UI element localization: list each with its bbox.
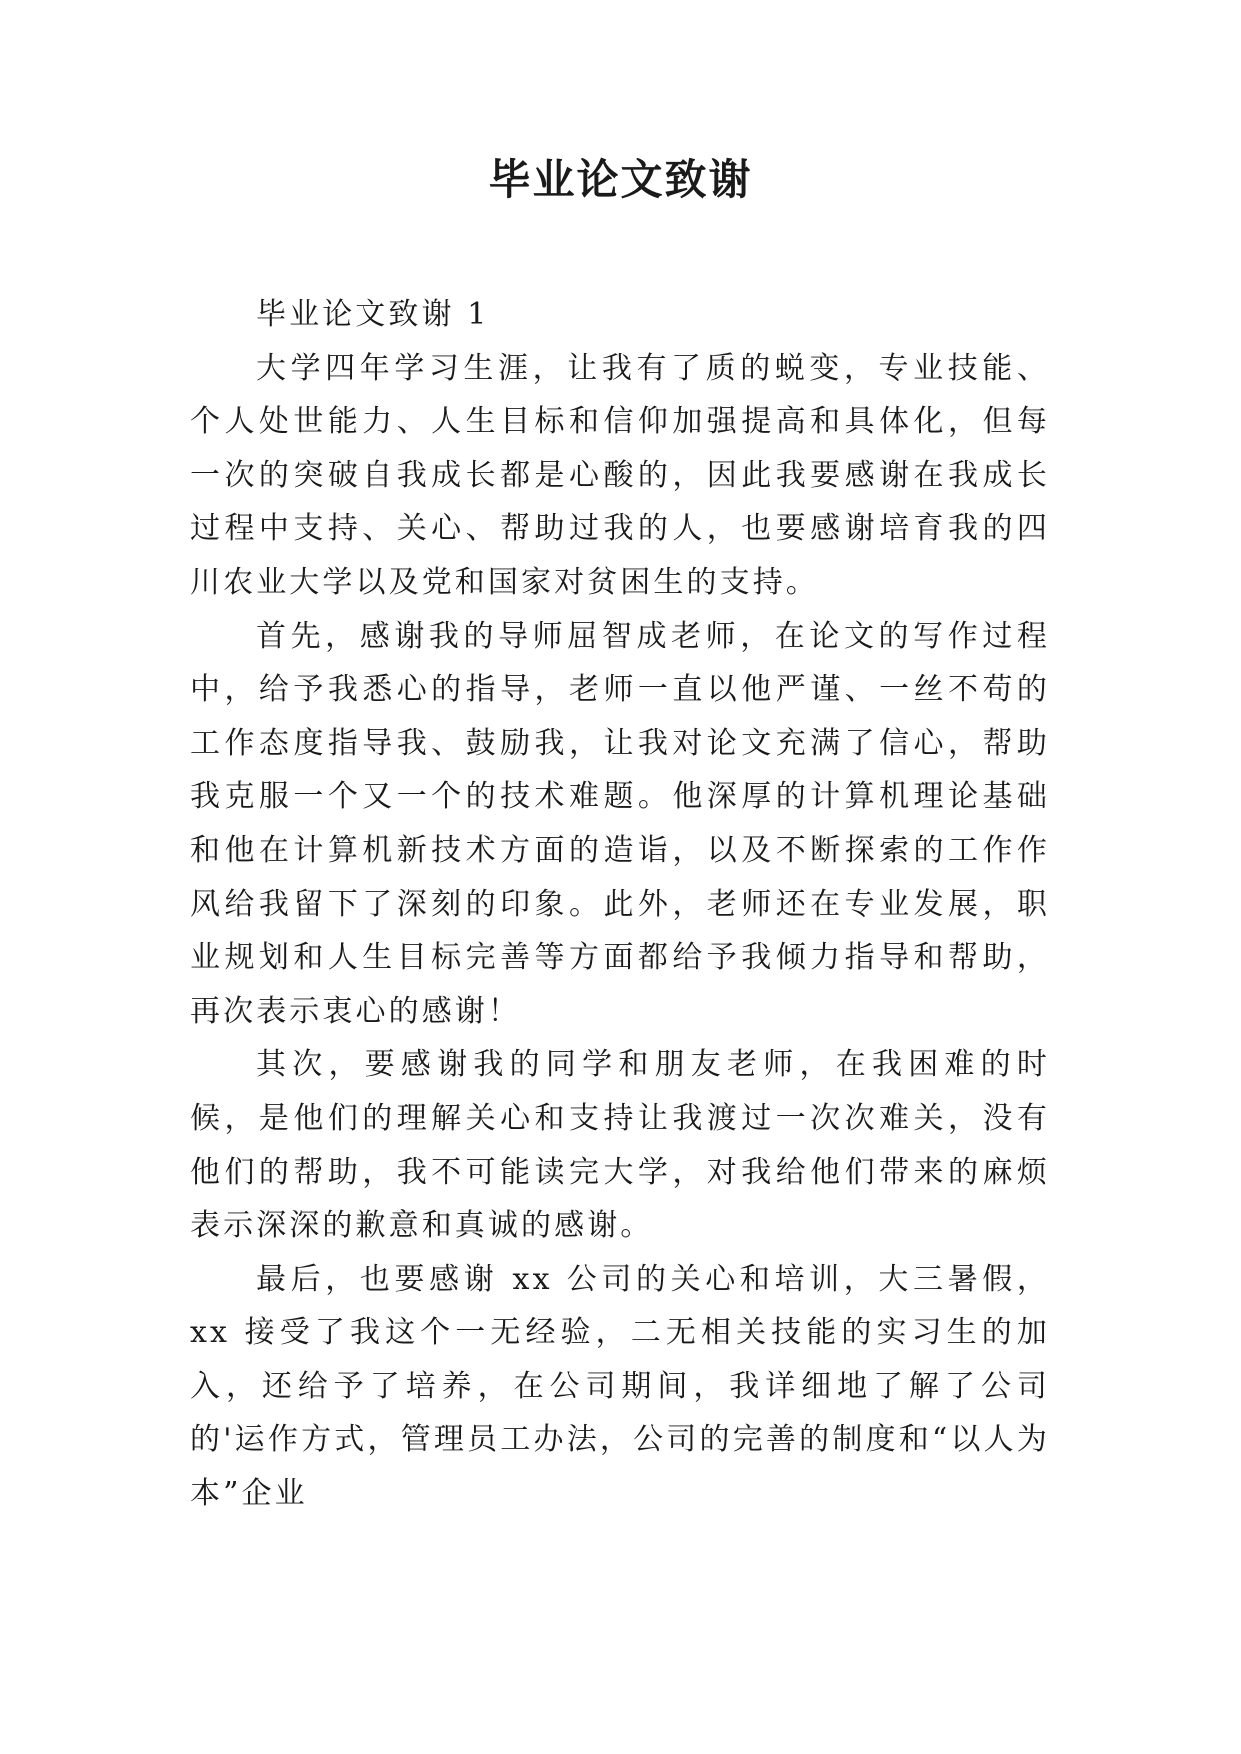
paragraph-advisor: 首先，感谢我的导师屈智成老师，在论文的写作过程中，给予我悉心的指导，老师一直以他严谨、一丝不苟的工作态度指导我、鼓励我，让我对论文充满了信心，帮助我克服一个又一个的技术难题。他深厚的计算机理论基础和他在计算机新技术方面的造诣，以及不断探索的工作作风给我留下了深刻的印象。此外，老师还在专业发展，职业规划和人生目标完善等方面都给予我倾力指导和帮助，再次表示衷心的感谢！	[190, 618, 1050, 1029]
document-title: 毕业论文致谢	[488, 155, 753, 204]
paragraph-classmates: 其次，要感谢我的同学和朋友老师，在我困难的时候，是他们的理解关心和支持让我渡过一次次难关，没有他们的帮助，我不可能读完大学，对我给他们带来的麻烦表示深深的歉意和真诚的感谢。	[190, 1047, 1050, 1244]
document-body	[190, 288, 1050, 1521]
paragraph-company: 最后，也要感谢 xx 公司的关心和培训，大三暑假，xx 接受了我这个一无经验，二无相关技能的实习生的加入，还给予了培养，在公司期间，我详细地了解了公司的'运作方式，管理员工办法，公司的完善的制度和“以人为本”企业	[190, 1261, 1050, 1512]
section-heading: 毕业论文致谢 1	[256, 297, 490, 332]
paragraph-intro: 大学四年学习生涯，让我有了质的蜕变，专业技能、个人处世能力、人生目标和信仰加强提高和具体化，但每一次的突破自我成长都是心酸的，因此我要感谢在我成长过程中支持、关心、帮助过我的人，也要感谢培育我的四川农业大学以及党和国家对贫困生的支持。	[190, 350, 1050, 600]
